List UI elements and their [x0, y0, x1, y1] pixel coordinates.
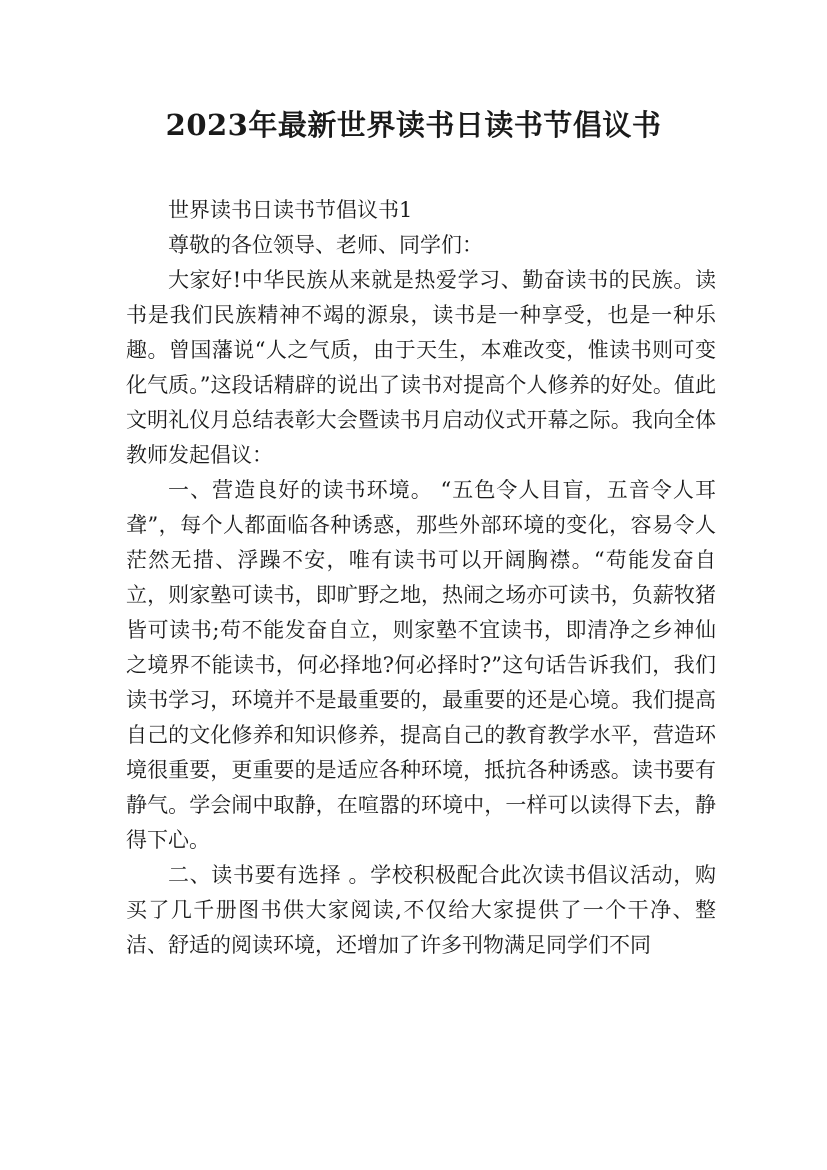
body-paragraph: 二、读书要有选择 。学校积极配合此次读书倡议活动，购买了几千册图书供大家阅读,不仅给大家提供了一个干净、整洁、舒适的阅读环境，还增加了许多刊物满足同学们不同: [126, 863, 716, 957]
body-paragraph: 一、营造良好的读书环境。 “五色令人目盲，五音令人耳聋”，每个人都面临各种诱惑，那些外部环境的变化，容易令人茫然无措、浮躁不安，唯有读书可以开阔胸襟。“苟能发奋自立，则家塾可读书，即旷野之地，热闹之场亦可读书，负薪牧猪皆可读书;苟不能发奋自立，则家塾不宜读书，即清净之乡神仙之境界不能读书，何必择地?何必择时?”这句话告诉我们，我们读书学习，环境并不是最重要的，最重要的还是心境。我们提高自己的文化修养和知识修养，提高自己的教育教学水平，营造环境很重要，更重要的是适应各种环境，抵抗各种诱惑。读书要有静气。学会闹中取静，在喧嚣的环境中，一样可以读得下去，静得下心。: [126, 478, 716, 852]
subtitle-paragraph: 世界读书日读书节倡议书1: [168, 198, 413, 222]
body-paragraph: 大家好!中华民族从来就是热爱学习、勤奋读书的民族。读书是我们民族精神不竭的源泉，读书是一种享受，也是一种乐趣。曾国藩说“人之气质，由于天生，本难改变，惟读书则可变化气质。”这段话精辟的说出了读书对提高个人修养的好处。值此文明礼仪月总结表彰大会暨读书月启动仪式开幕之际。我向全体教师发起倡议：: [126, 268, 716, 467]
document-body: [126, 193, 716, 963]
salutation-paragraph: 尊敬的各位领导、老师、同学们：: [168, 233, 483, 257]
document-title: 2023年最新世界读书日读书节倡议书: [165, 108, 662, 142]
